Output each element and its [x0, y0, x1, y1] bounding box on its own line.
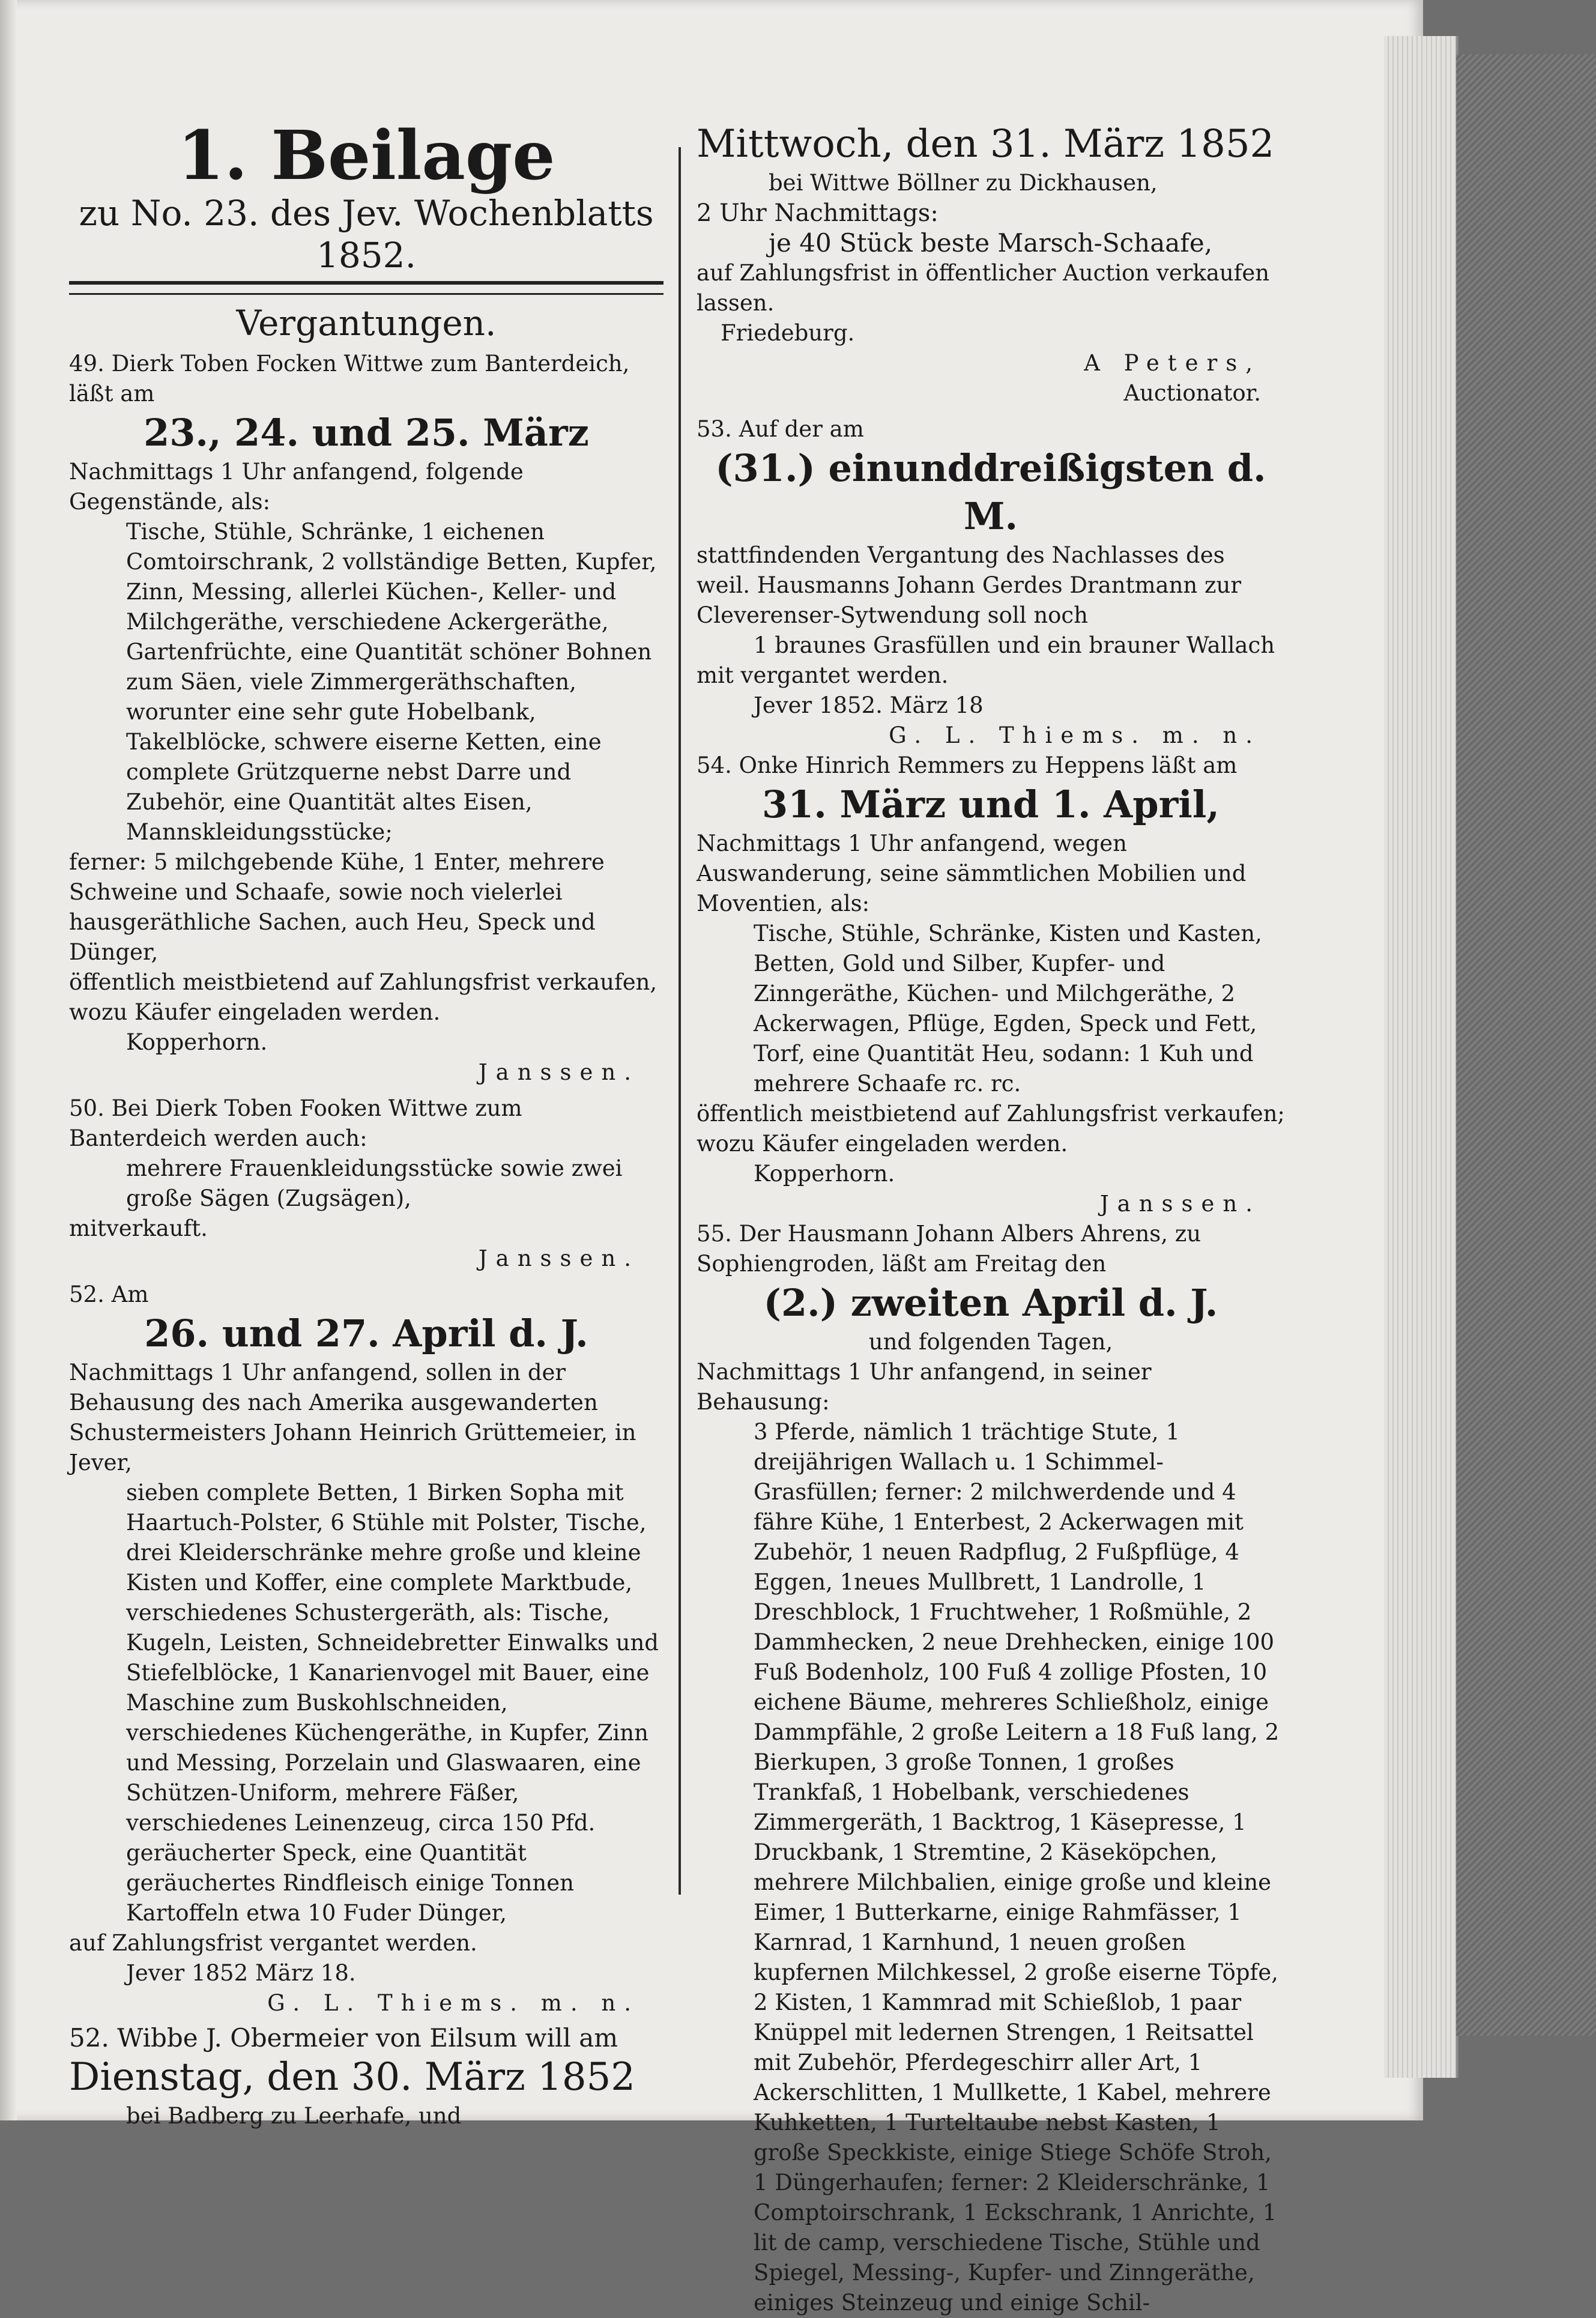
- notice-53-text: stattfindenden Vergantung des Nachlasses des weil. Hausmanns Johann Gerdes Drantmann zur Cleverenser-Sytwendung soll noch: [697, 542, 1242, 628]
- notice-52-date: 26. und 27. April d. J.: [144, 1312, 588, 1355]
- notice-49-items: Tische, Stühle, Schränke, 1 eichenen Comtoirschrank, 2 vollständige Betten, Kupfer, Zinn, Messing, allerlei Küchen-, Keller- und Milchgeräthe, verschiedene Ackergeräthe, Gartenfrüchte, eine Quantität schöner Bohnen zum Säen, viele Zimmergeräthschaften, worunter eine sehr gute Hobelbank, Takelblöcke, schwere eiserne Ketten, eine complete Grützquerne nebst Darre und Zubehör, eine Quantität altes Eisen, Mannskleidungsstücke;: [126, 519, 657, 845]
- notice-49-text: Nachmittags 1 Uhr anfangend, folgende Gegenstände, als:: [69, 459, 524, 515]
- notice-55-text: Nachmittags 1 Uhr anfangend, in seiner Behausung:: [697, 1359, 1152, 1415]
- notice-50-signature: Janssen.: [478, 1245, 639, 1271]
- column-divider: [679, 147, 681, 1895]
- notice-49-intro: 49. Dierk Toben Focken Wittwe zum Banterdeich, läßt am: [69, 351, 630, 407]
- header-rule: [69, 281, 663, 295]
- notice-55-items: 3 Pferde, nämlich 1 trächtige Stute, 1 dreijährigen Wallach u. 1 Schimmel-Grasfüllen; ferner: 2 milchwerdende und 4 fähre Kühe, 1 Enterbest, 2 Ackerwagen mit Zubehör, 1 neuen Radpflug, 2 Fußpflüge, 4 Eggen, 1neues Mullbrett, 1 Landrolle, 1 Dreschblock, 1 Fruchtweher, 1 Roßmühle, 2 Dammhecken, 2 neue Drehhecken, einige 100 Fuß Bodenholz, 100 Fuß 4 zollige Pfosten, 10 eichene Bäume, mehreres Schließholz, einige Dammpfähle, 2 große Leitern a 18 Fuß lang, 2 Bierkupen, 3 große Tonnen, 1 großes Trankfaß, 1 Hobelbank, verschiedenes Zimmergeräth, 1 Backtrog, 1 Käsepresse, 1 Druckbank, 1 Stremtine, 2 Käseköpchen, mehrere Milchbalien, einige große und kleine Eimer, 1 Butterkarne, einige Rahmfässer, 1 Karnrad, 1 Karnhund, 1 neuen großen kupfernen Milchkessel, 2 große eiserne Töpfe, 2 Kisten, 1 Kammrad mit Schießlob, 1 paar Knüppel mit ledernen Strengen, 1 Reitsattel mit Zubehör, Pferdegeschirr aller Art, 1 Ackerschlitten, 1 Mullkette, 1 Kabel, mehrere Kuhketten, 1 Turteltaube nebst Kasten, 1 große Speckkiste, einige Stiege Schöfe Stroh, 1 Düngerhaufen; ferner: 2 Kleiderschränke, 1 Comptoirschrank, 1 Eckschrank, 1 Anrichte, 1 lit de camp, verschiedene Tische, Stühle und Spiegel, Messing-, Kupfer- und Zinngeräthe, einiges Steinzeug und einige Schil-: [754, 1419, 1280, 2316]
- notice-53-close: mit vergantet werden.: [697, 662, 949, 688]
- notice-52-close: auf Zahlungsfrist vergantet werden.: [69, 1930, 477, 1956]
- notice-49-place: Kopperhorn.: [126, 1029, 268, 1055]
- notice-54-intro: 54. Onke Hinrich Remmers zu Heppens läßt am: [697, 752, 1238, 778]
- notice-54-signature: Janssen.: [1099, 1191, 1261, 1217]
- notice-53-intro: 53. Auf der am: [697, 416, 864, 442]
- notice-52-items: sieben complete Betten, 1 Birken Sopha mit Haartuch-Polster, 6 Stühle mit Polster, Tische, drei Kleiderschränke mehre große und kleine Kisten und Koffer, eine complete Marktbude, verschiedenes Schustergeräth, als: Tische, Kugeln, Leisten, Schneidebretter Einwalks und Stiefelblöcke, 1 Kanarienvogel mit Bauer, eine Maschine zum Buskohlschneiden, verschiedenes Küchengeräthe, in Kupfer, Zinn und Messing, Porzelain und Glaswaaren, eine Schützen-Uniform, mehrere Fäßer, verschiedenes Leinenzeug, circa 150 Pfd. geräucherter Speck, eine Quantität geräuchertes Rindfleisch einige Tonnen Kartoffeln etwa 10 Fuder Dünger,: [126, 1480, 659, 1926]
- notice-55-date: (2.) zweiten April d. J.: [763, 1281, 1218, 1325]
- notice-54-close: öffentlich meistbietend auf Zahlungsfrist verkaufen; wozu Käufer eingeladen werden.: [697, 1101, 1285, 1157]
- left-column: [69, 117, 663, 2131]
- notice-55-intro: 55. Der Hausmann Johann Albers Ahrens, zu Sophiengroden, läßt am Freitag den: [697, 1221, 1202, 1277]
- r1-items: je 40 Stück beste Marsch-Schaafe,: [769, 228, 1213, 258]
- supplement-subtitle: zu No. 23. des Jev. Wochenblatts 1852.: [79, 193, 654, 276]
- notice-54-items: Tische, Stühle, Schränke, Kisten und Kasten, Betten, Gold und Silber, Kupfer- und Zinngeräthe, Küchen- und Milchgeräthe, 2 Ackerwagen, Pflüge, Egden, Speck und Fett, Torf, eine Quantität Heu, sodann: 1 Kuh und mehrere Schaafe rc. rc.: [754, 921, 1262, 1097]
- r1-close: auf Zahlungsfrist in öffentlicher Auction verkaufen lassen.: [697, 260, 1270, 316]
- notice-53-date: (31.) einunddreißigsten d. M.: [715, 446, 1266, 538]
- notice-53-signature: G. L. Thiems. m. n.: [889, 722, 1261, 748]
- page-fold-shadow: [0, 0, 17, 2120]
- notice-52b-place: bei Badberg zu Leerhafe, und: [126, 2103, 462, 2129]
- page-edges: [1384, 36, 1458, 2078]
- r1-placename: Friedeburg.: [721, 320, 855, 346]
- notice-54-date: 31. März und 1. April,: [762, 782, 1220, 826]
- r1-role: Auctionator.: [1123, 380, 1261, 406]
- notice-52-text: Nachmittags 1 Uhr anfangend, sollen in der Behausung des nach Amerika ausgewanderten Schustermeisters Johann Heinrich Grüttemeier, in Jever,: [69, 1360, 636, 1475]
- notice-49-signature: Janssen.: [478, 1059, 639, 1085]
- notice-53-dateline: Jever 1852. März 18: [754, 692, 984, 718]
- notice-52-intro: 52. Am: [69, 1282, 149, 1307]
- notice-53-items: 1 braunes Grasfüllen und ein brauner Wallach: [754, 632, 1275, 658]
- right-column: [697, 120, 1285, 2318]
- r1-signature: A Peters,: [1084, 350, 1261, 376]
- notice-52b-intro: 52. Wibbe J. Obermeier von Eilsum will am: [69, 2023, 618, 2053]
- notice-55-sub: und folgenden Tagen,: [868, 1329, 1113, 1355]
- notice-49-close: öffentlich meistbietend auf Zahlungsfrist verkaufen, wozu Käufer eingeladen werden.: [69, 969, 657, 1025]
- notice-54-text: Nachmittags 1 Uhr anfangend, wegen Auswanderung, seine sämmtlichen Mobilien und Moventien, als:: [697, 831, 1247, 916]
- notice-49-ferner: ferner: 5 milchgebende Kühe, 1 Enter, mehrere Schweine und Schaafe, sowie noch vielerlei hausgeräthliche Sachen, auch Heu, Speck und Dünger,: [69, 849, 605, 965]
- notice-54-place: Kopperhorn.: [754, 1161, 895, 1187]
- notice-52-dateline: Jever 1852 März 18.: [126, 1960, 356, 1986]
- r1-time: 2 Uhr Nachmittags:: [697, 199, 939, 227]
- book-spine: [1456, 54, 1596, 2036]
- notice-50-close: mitverkauft.: [69, 1215, 208, 1241]
- supplement-title: 1. Beilage: [177, 117, 555, 195]
- r1-date: Mittwoch, den 31. März 1852: [697, 122, 1275, 166]
- section-heading: Vergantungen.: [236, 303, 497, 343]
- notice-50-intro: 50. Bei Dierk Toben Fooken Wittwe zum Banterdeich werden auch:: [69, 1095, 522, 1151]
- notice-49-date: 23., 24. und 25. März: [144, 411, 589, 455]
- notice-52b-date: Dienstag, den 30. März 1852: [69, 2055, 635, 2099]
- notice-50-items: mehrere Frauenkleidungsstücke sowie zwei große Sägen (Zugsägen),: [126, 1155, 623, 1211]
- r1-place: bei Wittwe Böllner zu Dickhausen,: [769, 170, 1158, 196]
- notice-52-signature: G. L. Thiems. m. n.: [267, 1990, 639, 2016]
